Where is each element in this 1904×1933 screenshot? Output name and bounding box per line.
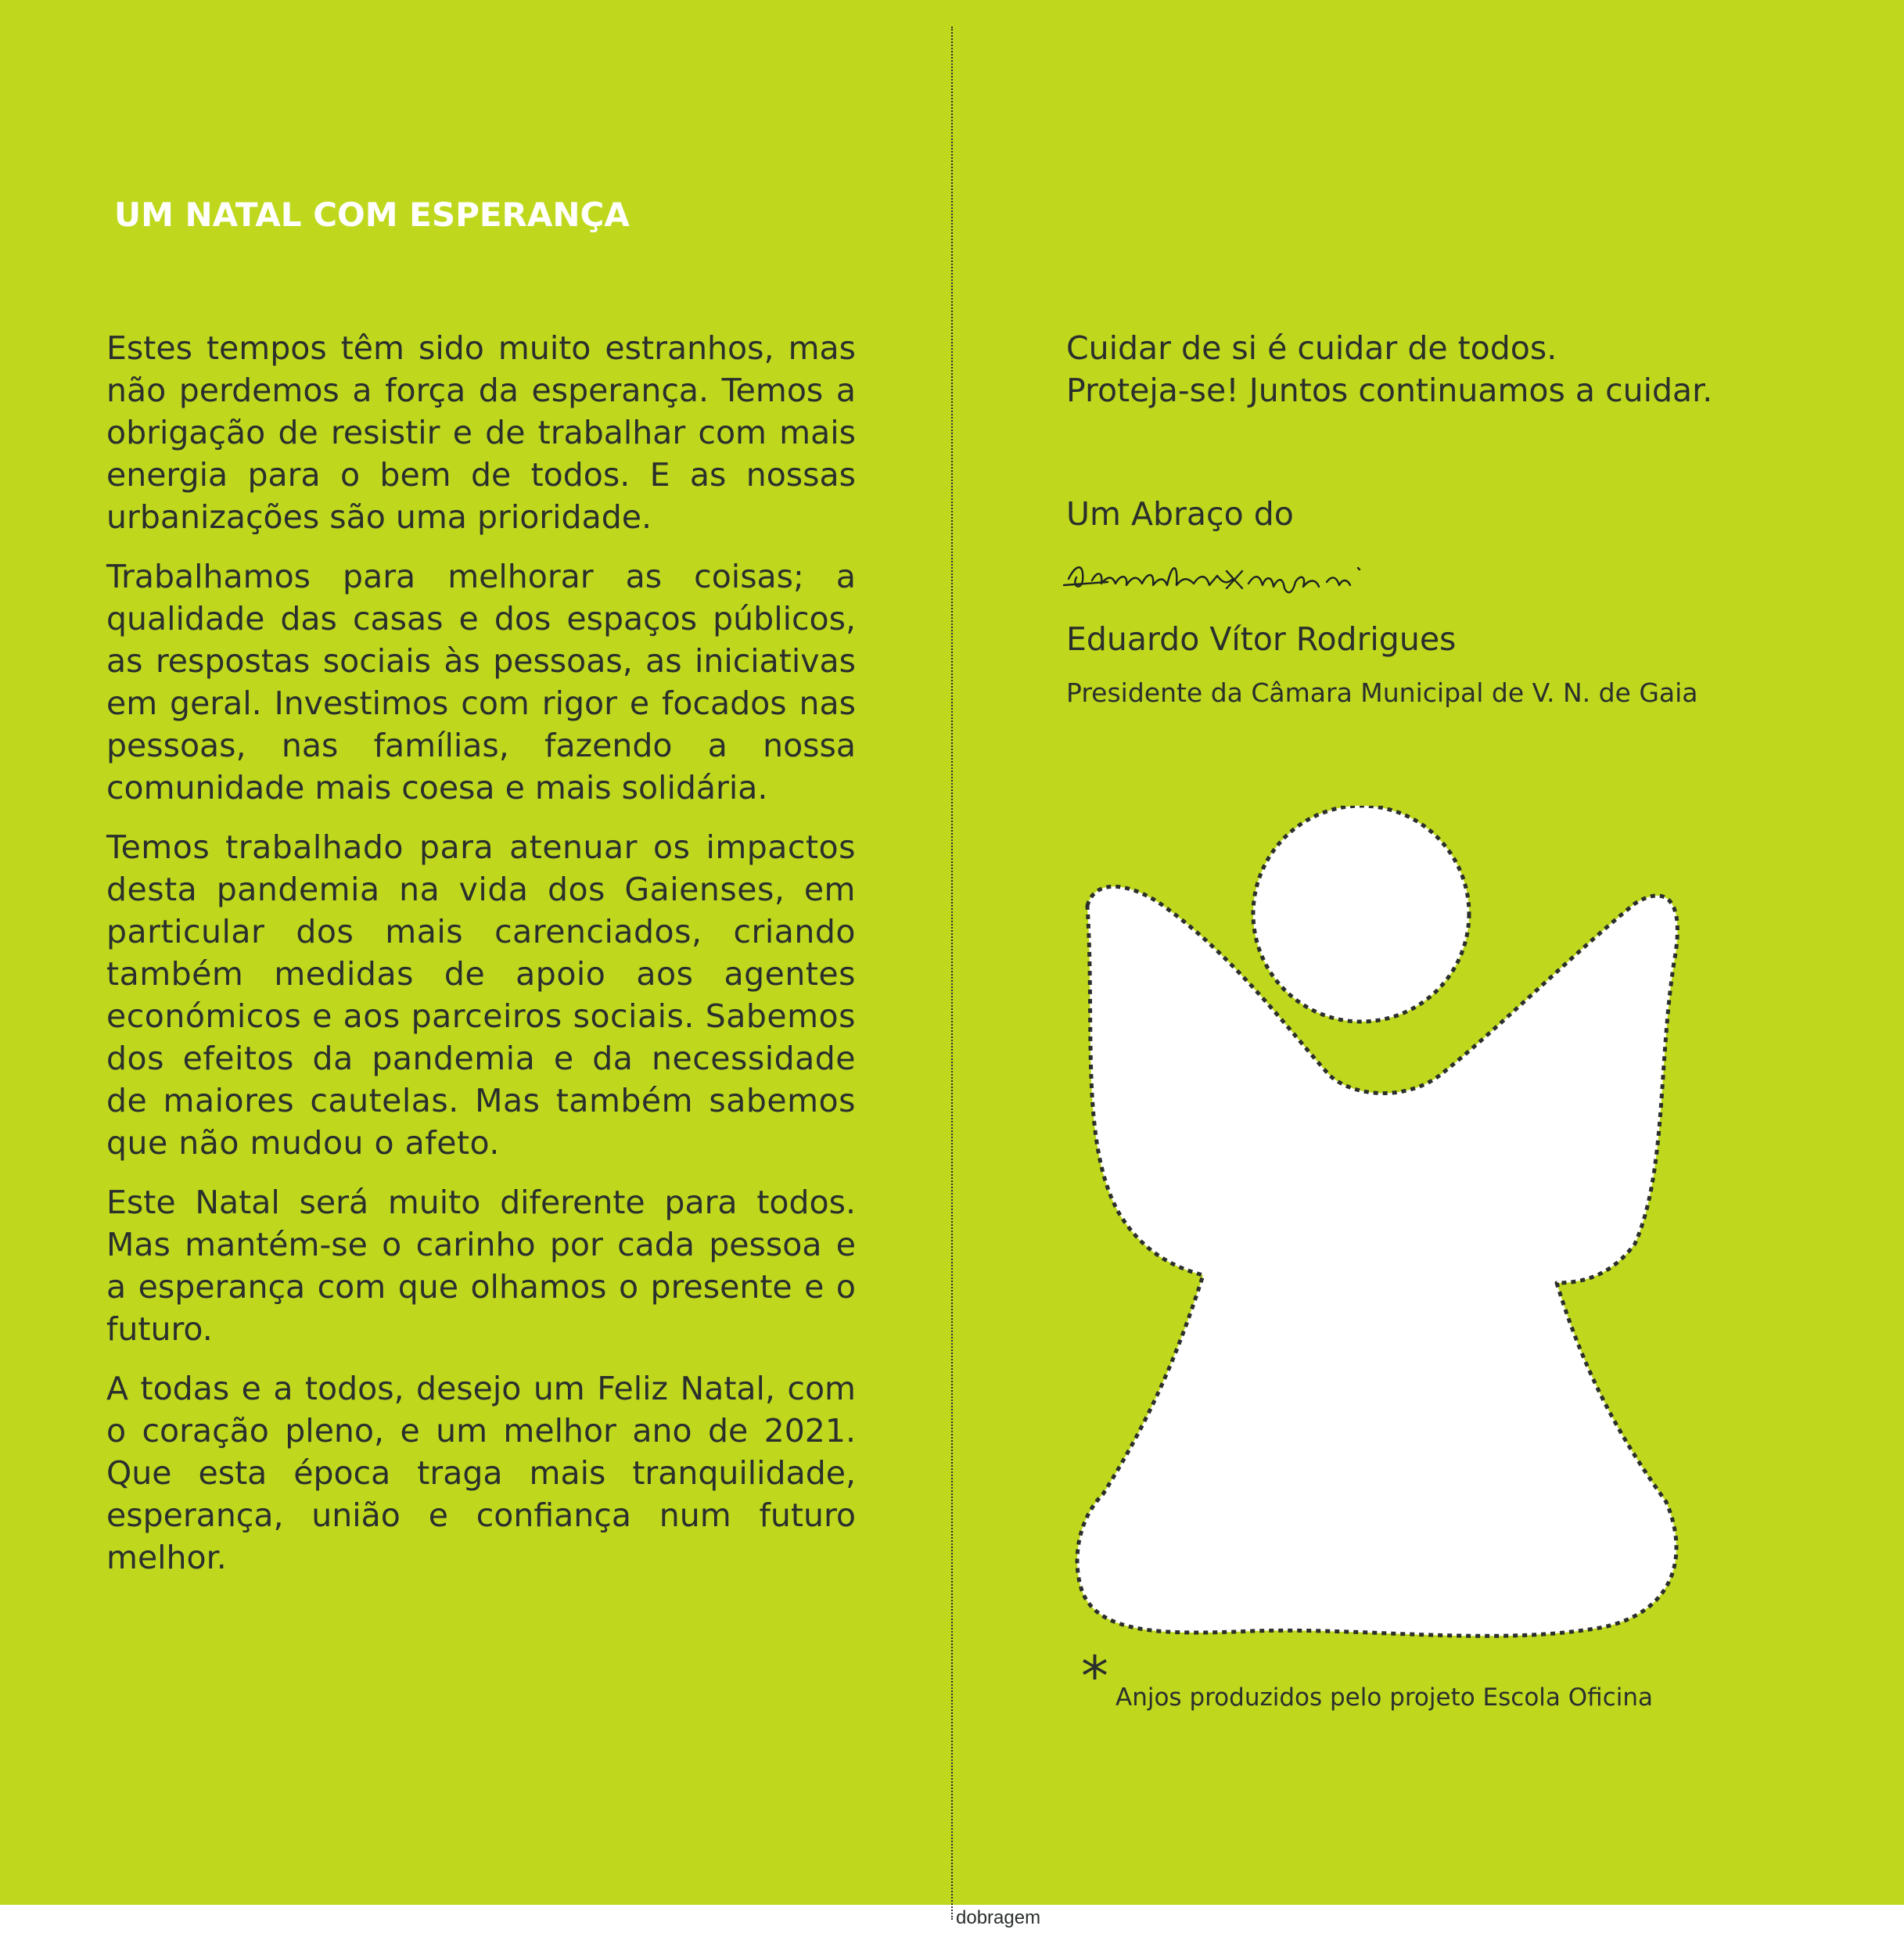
angel-cutout-icon [1072, 806, 1682, 1643]
fold-line [951, 27, 953, 1920]
closing-message [1066, 327, 1833, 411]
page-title: UM NATAL COM ESPERANÇA [114, 196, 630, 234]
paragraph-3: Temos trabalhado para atenuar os impactos desta pandemia na vida dos Gaienses, em particular dos mais carenciados, criando também medidas de apoio aos agentes económicos e aos parceiros sociais. Sabemos dos efeitos da pandemia e da necessidade de maiores cautelas. Mas também sabemos que não mudou o afeto. [106, 828, 856, 1162]
paragraph-5: A todas e a todos, desejo um Feliz Natal, com o coração pleno, e um melhor ano de 2021. Que esta época traga mais tranquilidade, esperança, união e confiança num futuro melhor. [106, 1370, 856, 1576]
message-body [106, 327, 856, 1596]
paragraph-4: Este Natal será muito diferente para todos. Mas mantém-se o carinho por cada pessoa e a esperança com que olhamos o presente e o futuro. [106, 1184, 856, 1348]
fold-label: dobragem [956, 1907, 1041, 1928]
footnote-text: Anjos produzidos pelo projeto Escola Oficina [1115, 1683, 1653, 1712]
closing-line-1: Cuidar de si é cuidar de todos. [1066, 329, 1557, 367]
signatory-role: Presidente da Câmara Municipal de V. N. de Gaia [1066, 677, 1698, 708]
paragraph-2: Trabalhamos para melhorar as coisas; a qualidade das casas e dos espaços públicos, as respostas sociais às pessoas, as iniciativas em geral. Investimos com rigor e focados nas pessoas, nas famílias, fazendo a nossa comunidade mais coesa e mais solidária. [106, 558, 856, 807]
signatory-name: Eduardo Vítor Rodrigues [1066, 620, 1457, 658]
footnote-asterisk: * [1081, 1644, 1108, 1708]
paragraph-1: Estes tempos têm sido muito estranhos, mas não perdemos a força da esperança. Temos a obrigação de resistir e de trabalhar com mais energia para o bem de todos. E as nossas urbanizações são uma prioridade. [106, 329, 856, 536]
closing-line-2: Proteja-se! Juntos continuamos a cuidar. [1066, 372, 1713, 409]
handwritten-signature [1061, 548, 1397, 602]
greeting: Um Abraço do [1066, 495, 1294, 533]
